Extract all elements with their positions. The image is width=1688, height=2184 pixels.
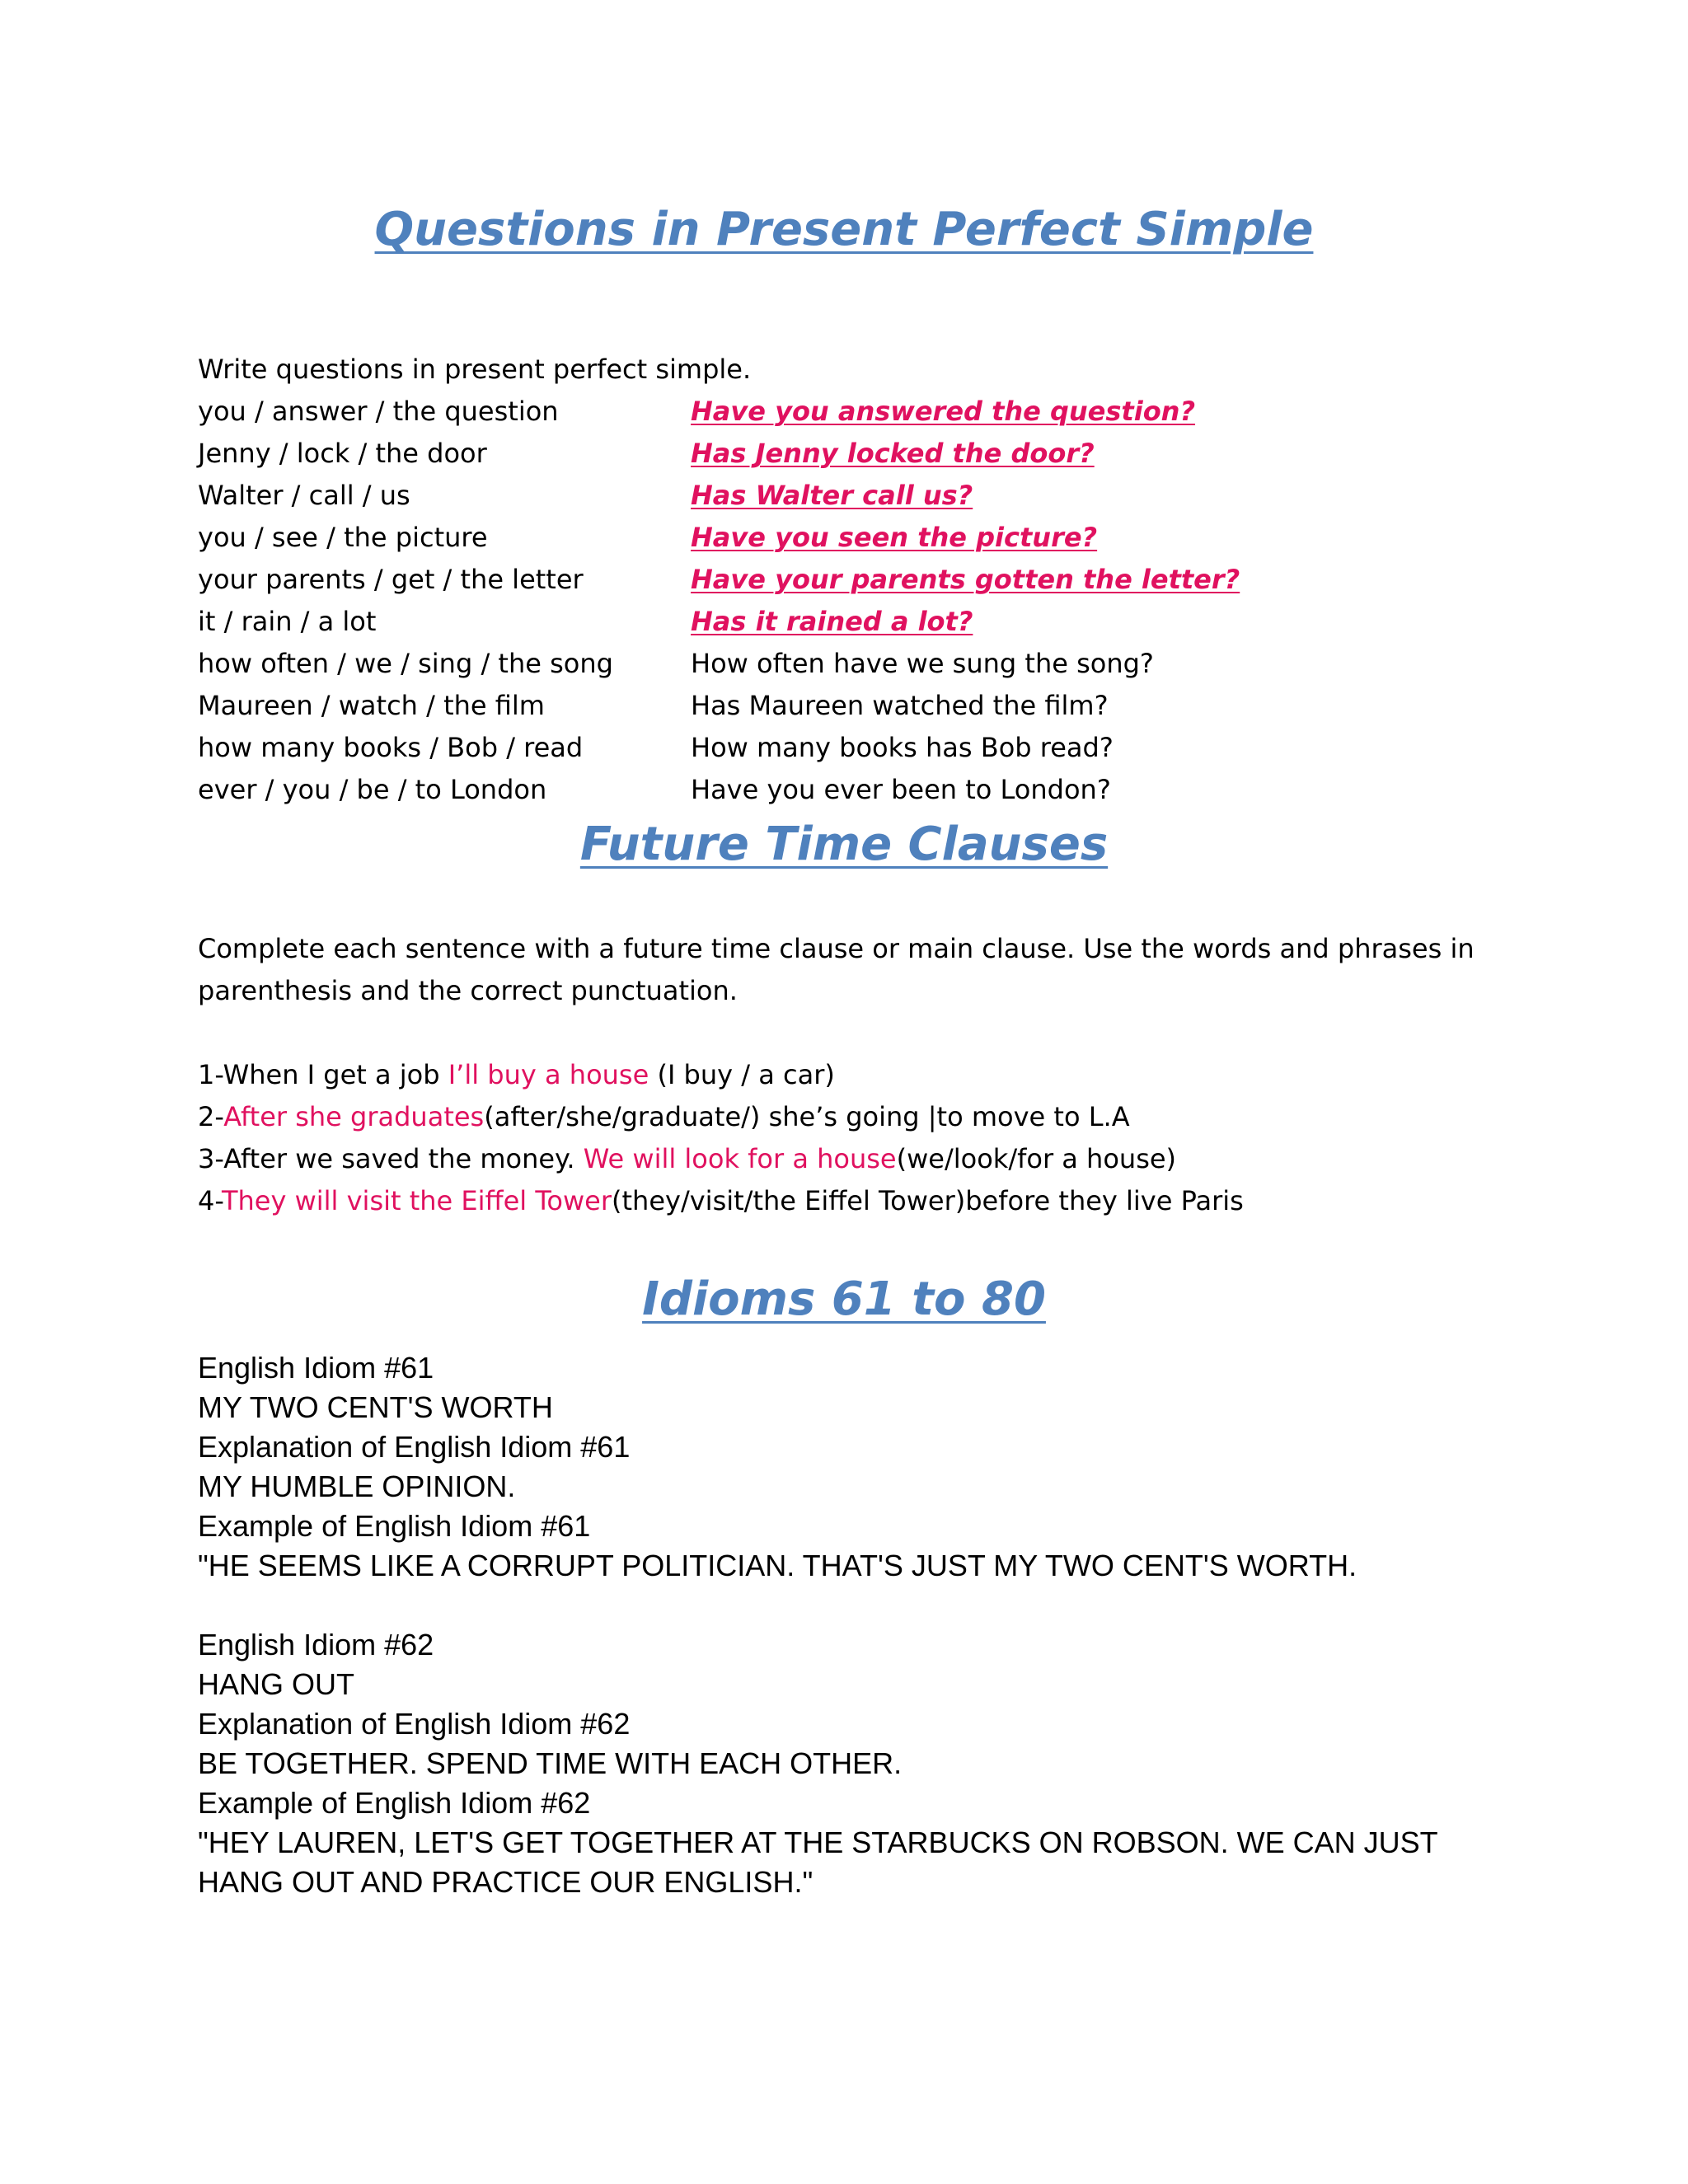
exercise-answer: Has Jenny locked the door? (691, 438, 1095, 469)
sentence-text: 4- (198, 1185, 222, 1216)
idiom-explanation-label: Explanation of English Idiom #62 (198, 1707, 631, 1741)
sentence-text: (I buy / a car) (649, 1059, 835, 1090)
exercise-prompt: Walter / call / us (198, 480, 410, 511)
idiom-explanation: MY HUMBLE OPINION. (198, 1469, 516, 1503)
exercise-answer: Have you seen the picture? (691, 522, 1098, 553)
sentence-text: 3-After we saved the money. (198, 1143, 584, 1174)
sentence-2 (198, 1096, 1130, 1138)
exercise-answer: Have you answered the question? (691, 396, 1196, 427)
sentence-text: (we/look/for a house) (896, 1143, 1177, 1174)
idiom-explanation-label: Explanation of English Idiom #61 (198, 1430, 631, 1464)
exercise-answer: Has Maureen watched the film? (691, 690, 1109, 721)
idiom-number: English Idiom #62 (198, 1628, 434, 1661)
exercise-row (0, 559, 1688, 601)
exercise-row (0, 433, 1688, 475)
exercise-answer: Have you ever been to London? (691, 774, 1111, 805)
idiom-phrase: HANG OUT (198, 1667, 355, 1701)
sentence-text: (after/she/graduate/) she’s going |to move to L.A (484, 1101, 1130, 1132)
instruction-line-1: Complete each sentence with a future time clause or main clause. Use the words and phrases in (198, 933, 1475, 964)
sentence-answer: They will visit the Eiffel Tower (221, 1185, 612, 1216)
heading-future-time-clauses: Future Time Clauses (579, 818, 1109, 871)
exercise-row (0, 643, 1688, 685)
exercise-answer: Have your parents gotten the letter? (691, 564, 1240, 595)
exercise-prompt: Jenny / lock / the door (198, 438, 487, 469)
exercise-prompt: ever / you / be / to London (198, 774, 547, 805)
heading-present-perfect: Questions in Present Perfect Simple (374, 203, 1314, 256)
idiom-example: "HEY LAUREN, LET'S GET TOGETHER AT THE STARBUCKS ON ROBSON. WE CAN JUST (198, 1825, 1438, 1859)
instruction-line-2: parenthesis and the correct punctuation. (198, 975, 738, 1006)
exercise-row (0, 685, 1688, 727)
exercise-prompt: you / answer / the question (198, 396, 559, 427)
exercise-row (0, 601, 1688, 643)
exercise-row (0, 727, 1688, 769)
exercise-prompt: Maureen / watch / the film (198, 690, 545, 721)
sentence-text: 2- (198, 1101, 224, 1132)
sentence-text: (they/visit/the Eiffel Tower)before they live Paris (612, 1185, 1244, 1216)
instruction-present-perfect: Write questions in present perfect simple. (198, 354, 752, 385)
sentence-answer: After she graduates (223, 1101, 485, 1132)
idiom-example: "HE SEEMS LIKE A CORRUPT POLITICIAN. THAT'S JUST MY TWO CENT'S WORTH. (198, 1549, 1357, 1582)
sentence-text: 1-When I get a job (198, 1059, 448, 1090)
exercise-answer: Has Walter call us? (691, 480, 973, 511)
exercise-row (0, 769, 1688, 811)
exercise-answer: Has it rained a lot? (691, 606, 973, 637)
sentence-answer: We will look for a house (583, 1143, 897, 1174)
idiom-example-label: Example of English Idiom #61 (198, 1509, 591, 1543)
sentence-4 (198, 1180, 1244, 1222)
idiom-number: English Idiom #61 (198, 1351, 434, 1385)
idiom-explanation: BE TOGETHER. SPEND TIME WITH EACH OTHER. (198, 1746, 903, 1780)
exercise-row (0, 391, 1688, 433)
exercise-prompt: you / see / the picture (198, 522, 488, 553)
exercise-row (0, 475, 1688, 517)
idiom-example-continued: HANG OUT AND PRACTICE OUR ENGLISH." (198, 1865, 814, 1899)
exercise-prompt: how many books / Bob / read (198, 732, 584, 763)
idiom-example-label: Example of English Idiom #62 (198, 1786, 591, 1820)
exercise-row (0, 517, 1688, 559)
exercise-prompt: your parents / get / the letter (198, 564, 584, 595)
exercise-answer: How many books has Bob read? (691, 732, 1114, 763)
heading-idioms: Idioms 61 to 80 (642, 1272, 1046, 1326)
idiom-phrase: MY TWO CENT'S WORTH (198, 1390, 553, 1424)
exercise-prompt: how often / we / sing / the song (198, 648, 613, 679)
exercise-prompt: it / rain / a lot (198, 606, 377, 637)
sentence-1 (198, 1054, 835, 1096)
sentence-answer: I’ll buy a house (448, 1059, 649, 1090)
exercise-answer: How often have we sung the song? (691, 648, 1154, 679)
sentence-3 (198, 1138, 1176, 1180)
